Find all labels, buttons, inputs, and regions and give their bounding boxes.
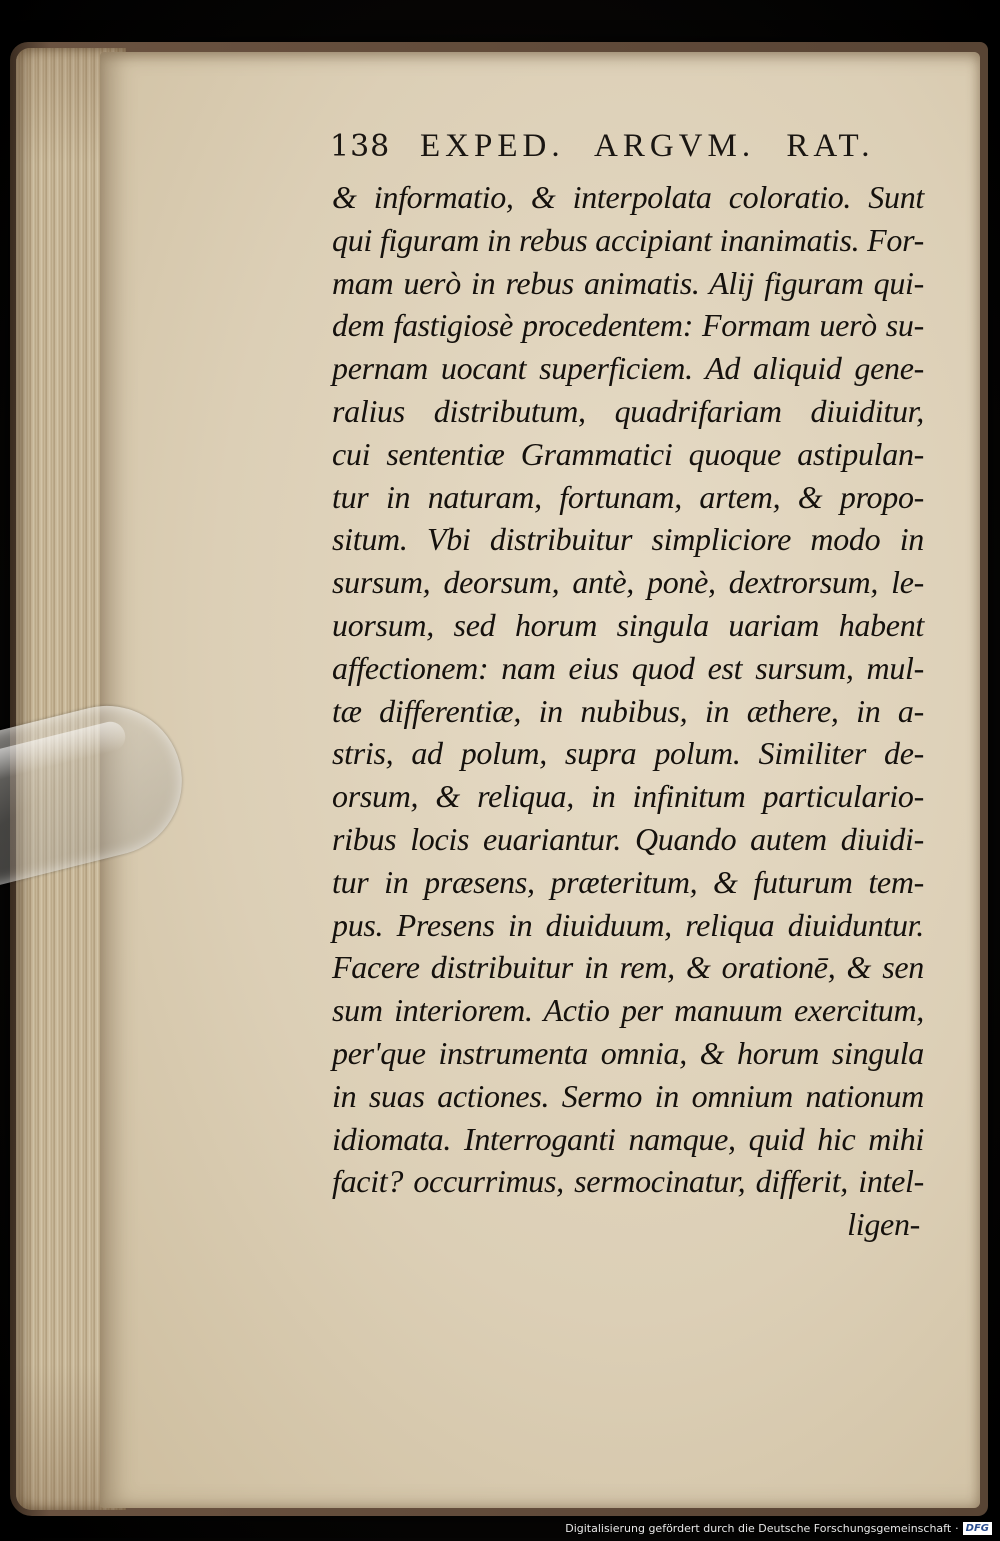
text-line: uorsum, sed horum singula uariam habent [332,606,924,643]
text-line: in suas actiones. Sermo in omnium nationum [332,1077,924,1114]
body-text [332,176,924,1246]
credit-separator: · [955,1522,959,1535]
text-line: cui sententiæ Grammatici quoque astipulan- [332,435,924,472]
text-line: idiomata. Interroganti namque, quid hic mihi [332,1120,924,1157]
text-line: dem fastigiosè procedentem: Formam uerò su- [332,307,924,344]
text-line: mam uerò in rebus animatis. Alij figuram qui- [332,264,924,301]
catchword: ligen- [847,1206,920,1243]
text-line: stris, ad polum, supra polum. Similiter de- [332,735,924,772]
running-title: EXPED. ARGVM. RAT. [420,128,875,164]
text-line: pernam uocant superficiem. Ad aliquid gene- [332,350,924,387]
credit-text: Digitalisierung gefördert durch die Deutsche Forschungsgemeinschaft [565,1522,952,1535]
text-line: Facere distribuitur in rem, & orationē, & sen [332,949,924,986]
text-line: tur in præsens, præteritum, & futurum tem- [332,863,924,900]
text-line: & informatio, & interpolata coloratio. Sunt [332,179,924,215]
digitization-credit [565,1522,992,1535]
text-line: affectionem: nam eius quod est sursum, mul- [332,649,924,686]
text-line: sum interiorem. Actio per manuum exercitum, [332,992,924,1029]
dfg-logo: DFG [963,1522,992,1535]
text-line: orsum, & reliqua, in infinitum particulario- [332,778,924,815]
text-line: situm. Vbi distribuitur simpliciore modo in [332,521,924,558]
text-line: qui figuram in rebus accipiant inanimatis. For- [332,221,924,258]
running-head [330,128,900,168]
text-line: tæ differentiæ, in nubibus, in æthere, in a- [332,692,924,729]
text-line: ralius distributum, quadrifariam diuiditur, [332,392,924,429]
text-line: tur in naturam, fortunam, artem, & propo- [332,478,924,515]
page-number: 138 [330,129,391,164]
text-line: per'que instrumenta omnia, & horum singula [332,1034,924,1071]
text-line: pus. Presens in diuiduum, reliqua diuiduntur. [332,906,924,943]
text-line: facit? occurrimus, sermocinatur, differit, intel- [332,1163,924,1200]
text-line: ribus locis euariantur. Quando autem diuidi- [332,820,924,857]
text-line: sursum, deorsum, antè, ponè, dextrorsum, le- [332,564,924,601]
